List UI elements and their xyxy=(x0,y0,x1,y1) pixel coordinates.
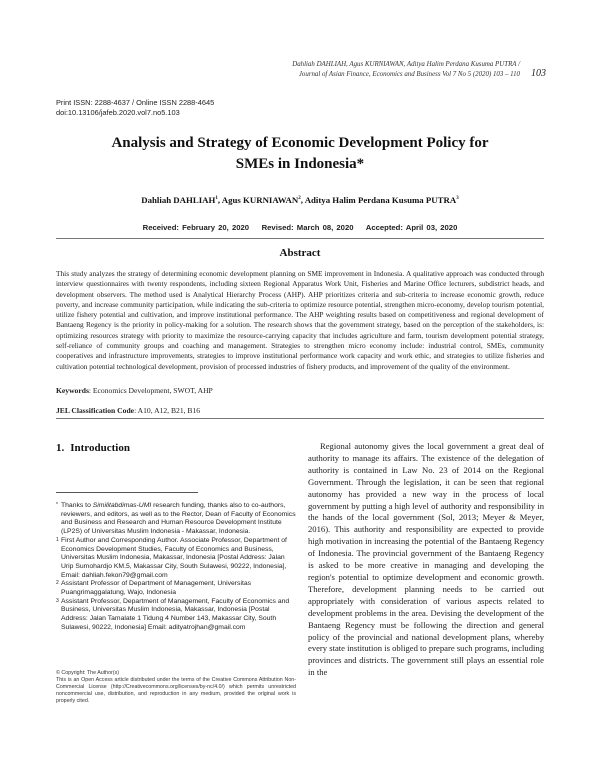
jel-codes xyxy=(56,406,544,415)
section-heading-introduction xyxy=(56,442,130,454)
jel-value: : A10, A12, B21, B16 xyxy=(134,406,201,415)
jel-label: JEL Classification Code xyxy=(56,406,135,415)
keywords-label: Keywords xyxy=(56,386,89,395)
author-mark: 1 xyxy=(215,196,218,202)
revised-date: Revised: March 08, 2020 xyxy=(261,223,354,232)
author-mark: 3 xyxy=(456,196,459,202)
running-header-authors: Dahliah DAHLIAH, Agus KURNIAWAN, Aditya Halim Perdana Kusuma PUTRA / xyxy=(292,61,520,68)
footnote-mark: 1 xyxy=(56,536,59,543)
author-name: Aditya Halim Perdana Kusuma PUTRA xyxy=(304,195,457,205)
page-number: 103 xyxy=(531,68,546,79)
footnote-mark: * xyxy=(56,502,58,508)
submission-dates xyxy=(60,223,540,232)
paper-title xyxy=(70,133,530,175)
received-date: Received: February 20, 2020 xyxy=(142,223,250,232)
author-mark: 2 xyxy=(298,196,301,202)
title-line-2: SMEs in Indonesia* xyxy=(235,156,365,172)
footnote-mark: 2 xyxy=(56,580,59,587)
copyright-notice xyxy=(56,670,296,705)
title-line-1: Analysis and Strategy of Economic Development Policy for xyxy=(111,135,489,151)
footnote-divider xyxy=(56,492,198,493)
footnotes xyxy=(56,502,296,633)
abstract-heading: Abstract xyxy=(279,247,321,259)
footnote-funding: * Thanks to Similitabdimas-UMI research funding, thanks also to co-authors, reviewers, and editors, as well as to the Rector, Dean of Faculty of Economics and Business and Research and Human Resource Development Institute (LP2S) of Universitas Muslim Indonesia - Makassar, Indonesia. xyxy=(56,502,296,536)
section-number: 1. xyxy=(56,442,65,454)
footnote-author-1: 1 First Author and Corresponding Author. Associate Professor, Department of Economics Development Studies, Faculty of Economics and Business, Universitas Muslim Indonesia, Makassar, Indonesia [Postal Address: Jalan Urip Sumohardjo KM.5, Makassar City, South Sulawesi, 90222, Indonesia], Email: dahliah.fekon79@gmail.com xyxy=(56,536,287,579)
copyright-line: © Copyright: The Author(s) xyxy=(56,670,119,676)
doi-line: doi:10.13106/jafeb.2020.vol7.no5.103 xyxy=(56,108,180,117)
section-title: Introduction xyxy=(70,442,130,454)
footnote-mark: 3 xyxy=(56,597,59,604)
keywords xyxy=(56,386,544,395)
issn-block xyxy=(56,98,214,118)
license-text: This is an Open Access article distributed under the terms of the Creative Commons Attribution Non-Commercial License (http://Creativecommons.org/licenses/by-nc/4.0/) which permits unrestricted noncommercial use, distribution, and reproduction in any medium, provided the original work is properly cited. xyxy=(56,677,296,704)
accepted-date: Accepted: April 03, 2020 xyxy=(365,223,458,232)
abstract-section xyxy=(56,238,544,419)
footnote-author-3: 3 Assistant Professor, Department of Management, Faculty of Economics and Business, Universitas Muslim Indonesia, Makassar, Indonesia [Postal Address: Jalan Tamalate 1 Tidung 4 Number 143, Makassar City, South Sulawesi, 90222, Indonesia] Email: adityatrojhan@gmail.com xyxy=(56,597,290,631)
abstract-text: This study analyzes the strategy of determining economic development planning on SME improvement in Indonesia. A qualitative approach was conducted through interview questionnaires with twenty respondents, including sixteen Regional Apparatus Work Unit, Fisheries and Marine Office lecturers, subdistrict heads, and development observers. The method used is Analytical Hierarchy Process (AHP). AHP prioritizes criteria and sub-criteria to increase economic growth, reduce poverty, and increase community participation, while indicating the sub-criteria to optimize resource potential, strengthen micro-economy, develop tourism potential, utilize fishery potential and cultivation, and improve institutional performance. The AHP weighting results based on competitiveness and regional development of Bantaeng Regency is the priority in policy-making for a solution. The research shows that the government strategy, based on the perception of the stakeholders, is: optimizing resources strategy with priority to maximize the resource-carrying capacity that includes agriculture and farm, tourism development potential strategy, self-reliance of community groups and coaching and management. Strategies to strengthen micro economy include: industrial control, SMEs, community cooperatives and infrastructure improvements, strategies to improve institutional performance work capacity and work ethic, and strategies to utilize fisheries and cultivation potential technological development, provision of processed industries of fishery products, and improvement of the quality of the environment. xyxy=(56,269,544,371)
author-name: Dahliah DAHLIAH xyxy=(141,195,216,205)
keywords-value: : Economics Development, SWOT, AHP xyxy=(88,386,213,395)
running-header-journal: Journal of Asian Finance, Economics and Business Vol 7 No 5 (2020) 103 – 110 xyxy=(298,70,520,78)
introduction-paragraph: Regional autonomy gives the local government a great deal of authority to manage its affairs. The existence of the delegation of authority is contained in Law No. 23 of 2014 on the Regional Government. Through the legislation, it can be seen that regional autonomy has provided a new way in the process of local government by putting a high level of authority and responsibility in the hands of the local government (Sol, 2013; Meyer & Meyer, 2016). This authority and responsibility are expected to provide high motivation in increasing the potential of the Bantaeng Regency of Indonesia. The provincial government of the Bantaeng Regency is asked to be more creative in managing and developing the region's potential to optimize development and economic growth. Therefore, development planning needs to be carried out appropriately with consideration of various aspects related to development problems in the area. Devising the development of the Bantaeng Regency must be following the direction and general policy of the provincial and national development plans, whereby every state institution is obliged to prepare such programs, including provinces and districts. The government still plays an essential role in the xyxy=(308,441,544,678)
author-name: Agus KURNIAWAN xyxy=(221,195,299,205)
footnote-author-2: 2 Assistant Professor of Department of Management, Universitas Puangrimaggalatung, Wajo, Indonesia xyxy=(56,580,252,597)
author-list: Dahliah DAHLIAH$^1$, Agus KURNIAWAN$^2$, Aditya Halim Perdana Kusuma PUTRA$^3$ xyxy=(141,195,459,205)
running-header xyxy=(140,60,520,79)
issn-line: Print ISSN: 2288-4637 / Online ISSN 2288-4645 xyxy=(56,98,215,107)
funding-program: Similitabdimas-UMI xyxy=(92,502,152,509)
